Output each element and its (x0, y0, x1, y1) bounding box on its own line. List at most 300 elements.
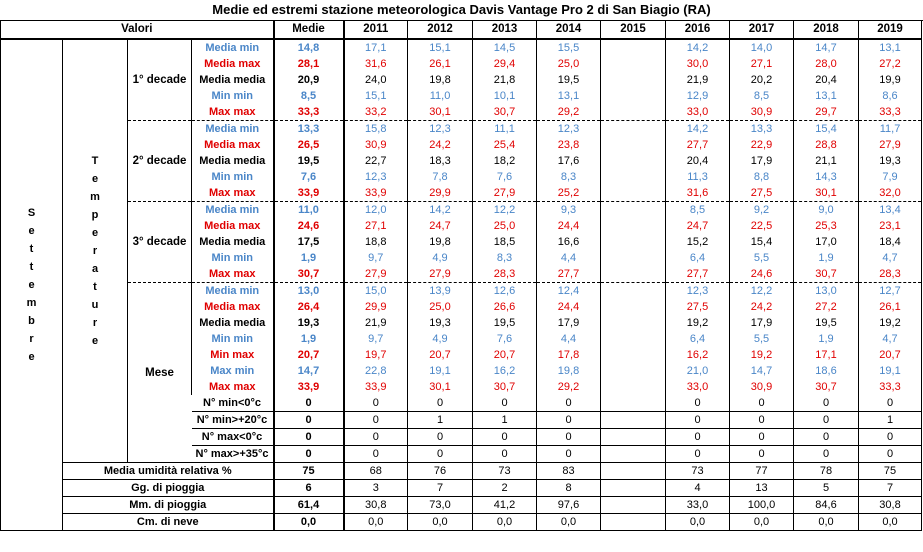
footer-value (601, 463, 666, 480)
year-value: 0 (537, 412, 601, 429)
year-value: 27,7 (537, 266, 601, 283)
year-value: 30,7 (794, 379, 859, 395)
year-value: 29,2 (537, 379, 601, 395)
year-value: 10,1 (473, 88, 537, 104)
row-label: Min min (192, 169, 274, 185)
year-value: 19,7 (344, 347, 408, 363)
year-value: 26,1 (859, 299, 922, 315)
year-value: 12,3 (537, 121, 601, 138)
year-value: 28,3 (473, 266, 537, 283)
year-value: 24,2 (730, 299, 794, 315)
vertical-letter: e (91, 173, 99, 185)
year-value (601, 299, 666, 315)
year-value: 26,1 (408, 56, 473, 72)
footer-value: 0,0 (730, 514, 794, 531)
year-value: 0 (794, 412, 859, 429)
year-value (601, 379, 666, 395)
medie-value: 19,3 (274, 315, 344, 331)
footer-label: Cm. di neve (63, 514, 274, 531)
year-value: 28,0 (794, 56, 859, 72)
footer-value: 73,0 (408, 497, 473, 514)
year-value: 8,8 (730, 169, 794, 185)
year-value: 30,7 (473, 379, 537, 395)
year-value: 19,1 (408, 363, 473, 379)
row-label: Media max (192, 299, 274, 315)
footer-value: 0,0 (537, 514, 601, 531)
table-row (1, 283, 922, 300)
year-value: 25,3 (794, 218, 859, 234)
year-value: 4,9 (408, 250, 473, 266)
year-value: 5,5 (730, 331, 794, 347)
footer-value: 100,0 (730, 497, 794, 514)
year-value (601, 137, 666, 153)
year-value: 33,9 (344, 379, 408, 395)
footer-value: 0,0 (666, 514, 730, 531)
year-value: 16,2 (473, 363, 537, 379)
medie-value: 30,7 (274, 266, 344, 283)
year-value: 7,9 (859, 169, 922, 185)
temperature-vertical-label (63, 39, 128, 463)
medie-value: 13,3 (274, 121, 344, 138)
header-year: 2014 (537, 20, 601, 39)
year-value: 6,4 (666, 250, 730, 266)
year-value: 33,0 (666, 379, 730, 395)
year-value: 4,7 (859, 331, 922, 347)
year-value: 5,5 (730, 250, 794, 266)
year-value: 28,3 (859, 266, 922, 283)
year-value: 15,4 (730, 234, 794, 250)
group-label: 3° decade (128, 202, 192, 283)
year-value: 30,1 (408, 104, 473, 121)
row-label: Max min (192, 363, 274, 379)
year-value: 14,7 (730, 363, 794, 379)
year-value (601, 429, 666, 446)
year-value: 27,1 (344, 218, 408, 234)
year-value: 0 (666, 446, 730, 463)
year-value (601, 363, 666, 379)
year-value: 0 (859, 429, 922, 446)
year-value (601, 72, 666, 88)
year-value: 7,6 (473, 331, 537, 347)
year-value: 19,8 (408, 234, 473, 250)
year-value: 17,8 (537, 347, 601, 363)
medie-value: 0 (274, 395, 344, 412)
row-label: Media media (192, 72, 274, 88)
medie-value: 19,5 (274, 153, 344, 169)
footer-value: 68 (344, 463, 408, 480)
year-value: 18,6 (794, 363, 859, 379)
row-label: Max max (192, 104, 274, 121)
year-value: 12,2 (473, 202, 537, 219)
year-value: 21,0 (666, 363, 730, 379)
year-value: 13,1 (537, 88, 601, 104)
year-value: 25,0 (537, 56, 601, 72)
year-value: 18,8 (344, 234, 408, 250)
year-value: 0 (537, 395, 601, 412)
footer-value: 33,0 (666, 497, 730, 514)
year-value: 33,2 (344, 104, 408, 121)
vertical-letter: e (91, 335, 99, 347)
row-label: Media min (192, 121, 274, 138)
year-value: 24,6 (730, 266, 794, 283)
row-label: Max max (192, 379, 274, 395)
vertical-letter: m (26, 297, 37, 309)
year-value: 0 (473, 429, 537, 446)
year-value (601, 56, 666, 72)
year-value: 17,9 (730, 315, 794, 331)
year-value: 9,7 (344, 331, 408, 347)
footer-value: 84,6 (794, 497, 859, 514)
year-value: 33,0 (666, 104, 730, 121)
medie-value: 33,3 (274, 104, 344, 121)
year-value: 15,5 (537, 39, 601, 56)
footer-value: 0,0 (344, 514, 408, 531)
row-label: Min min (192, 88, 274, 104)
vertical-letter: e (28, 351, 35, 363)
year-value: 27,2 (794, 299, 859, 315)
year-value: 30,1 (794, 185, 859, 202)
footer-value: 30,8 (344, 497, 408, 514)
sheet-title: Medie ed estremi stazione meteorologica Davis Vantage Pro 2 di San Biagio (RA) (0, 0, 923, 21)
header-year: 2012 (408, 20, 473, 39)
footer-value: 73 (473, 463, 537, 480)
year-value: 19,1 (859, 363, 922, 379)
year-value: 30,7 (794, 266, 859, 283)
year-value: 12,3 (408, 121, 473, 138)
vertical-letter: T (91, 155, 99, 167)
year-value: 21,9 (344, 315, 408, 331)
year-value: 0 (730, 412, 794, 429)
year-value: 9,2 (730, 202, 794, 219)
year-value: 13,1 (859, 39, 922, 56)
medie-value: 0 (274, 412, 344, 429)
year-value: 21,1 (794, 153, 859, 169)
year-value: 27,1 (730, 56, 794, 72)
footer-value: 4 (666, 480, 730, 497)
vertical-letter: e (91, 227, 99, 239)
year-value (601, 169, 666, 185)
year-value: 19,3 (859, 153, 922, 169)
year-value (601, 39, 666, 56)
data-table (0, 20, 922, 531)
year-value: 0 (537, 446, 601, 463)
year-value: 0 (408, 429, 473, 446)
row-label: Max max (192, 266, 274, 283)
vertical-letter: r (92, 317, 98, 329)
year-value: 0 (730, 429, 794, 446)
medie-value: 0 (274, 429, 344, 446)
table-row (1, 39, 922, 56)
row-label: Media max (192, 137, 274, 153)
year-value (601, 218, 666, 234)
medie-value: 33,9 (274, 185, 344, 202)
year-value: 8,3 (473, 250, 537, 266)
year-value: 27,5 (730, 185, 794, 202)
year-value: 1 (408, 412, 473, 429)
year-value: 19,2 (859, 315, 922, 331)
year-value: 0 (794, 446, 859, 463)
row-label: Media min (192, 202, 274, 219)
year-value (601, 202, 666, 219)
year-value: 0 (666, 412, 730, 429)
year-value: 16,2 (666, 347, 730, 363)
year-value: 27,9 (859, 137, 922, 153)
header-year: 2016 (666, 20, 730, 39)
row-label: N° min<0°c (192, 395, 274, 412)
year-value: 15,2 (666, 234, 730, 250)
vertical-letter: u (91, 299, 99, 311)
year-value: 14,2 (666, 121, 730, 138)
header-year: 2015 (601, 20, 666, 39)
year-value: 24,2 (408, 137, 473, 153)
footer-value (601, 514, 666, 531)
year-value: 0 (408, 395, 473, 412)
year-value: 23,8 (537, 137, 601, 153)
year-value: 21,8 (473, 72, 537, 88)
footer-label: Media umidità relativa % (63, 463, 274, 480)
year-value: 8,5 (730, 88, 794, 104)
year-value: 13,3 (730, 121, 794, 138)
year-value: 0 (537, 429, 601, 446)
row-label: Media min (192, 39, 274, 56)
year-value: 15,1 (344, 88, 408, 104)
year-value: 0 (730, 446, 794, 463)
footer-value: 7 (859, 480, 922, 497)
medie-value: 20,7 (274, 347, 344, 363)
row-label: Media max (192, 218, 274, 234)
medie-value: 26,4 (274, 299, 344, 315)
year-value: 24,0 (344, 72, 408, 88)
year-value: 13,9 (408, 283, 473, 300)
year-value: 30,1 (408, 379, 473, 395)
year-value (601, 283, 666, 300)
vertical-letter: t (93, 281, 97, 293)
year-value (601, 185, 666, 202)
year-value: 15,4 (794, 121, 859, 138)
year-value: 25,0 (473, 218, 537, 234)
year-value: 0 (859, 395, 922, 412)
footer-value: 75 (859, 463, 922, 480)
year-value: 0 (859, 446, 922, 463)
footer-medie: 61,4 (274, 497, 344, 514)
year-value: 15,1 (408, 39, 473, 56)
medie-value: 8,5 (274, 88, 344, 104)
year-value: 29,9 (344, 299, 408, 315)
row-label: Media media (192, 234, 274, 250)
footer-value: 73 (666, 463, 730, 480)
year-value: 17,6 (537, 153, 601, 169)
year-value: 0 (794, 395, 859, 412)
footer-value (601, 497, 666, 514)
year-value: 1,9 (794, 331, 859, 347)
year-value: 18,5 (473, 234, 537, 250)
year-value: 12,6 (473, 283, 537, 300)
row-label: Max max (192, 185, 274, 202)
vertical-letter: t (29, 261, 34, 273)
vertical-letter: t (29, 243, 34, 255)
year-value: 24,7 (408, 218, 473, 234)
vertical-letter: e (28, 225, 35, 237)
footer-medie: 75 (274, 463, 344, 480)
year-value: 25,4 (473, 137, 537, 153)
header-valori: Valori (1, 20, 274, 39)
footer-value: 5 (794, 480, 859, 497)
year-value: 11,7 (859, 121, 922, 138)
table-row (1, 480, 922, 497)
year-value: 18,4 (859, 234, 922, 250)
year-value: 14,5 (473, 39, 537, 56)
year-value: 19,9 (859, 72, 922, 88)
year-value: 22,7 (344, 153, 408, 169)
year-value (601, 395, 666, 412)
year-value: 20,4 (794, 72, 859, 88)
vertical-letter: r (29, 333, 34, 345)
year-value: 22,5 (730, 218, 794, 234)
row-label: Media max (192, 56, 274, 72)
medie-value: 7,6 (274, 169, 344, 185)
header-year: 2019 (859, 20, 922, 39)
year-value: 0 (344, 429, 408, 446)
medie-value: 0 (274, 446, 344, 463)
medie-value: 20,9 (274, 72, 344, 88)
year-value: 22,8 (344, 363, 408, 379)
vertical-letter: e (28, 279, 35, 291)
footer-value: 2 (473, 480, 537, 497)
year-value: 27,5 (666, 299, 730, 315)
vertical-letter: r (92, 245, 98, 257)
medie-value: 28,1 (274, 56, 344, 72)
year-value: 12,7 (859, 283, 922, 300)
year-value: 16,6 (537, 234, 601, 250)
header-medie: Medie (274, 20, 344, 39)
year-value: 18,3 (408, 153, 473, 169)
year-value: 9,3 (537, 202, 601, 219)
header-year: 2018 (794, 20, 859, 39)
footer-medie: 6 (274, 480, 344, 497)
year-value: 33,9 (344, 185, 408, 202)
medie-value: 24,6 (274, 218, 344, 234)
year-value: 0 (344, 395, 408, 412)
year-value (601, 315, 666, 331)
year-value: 29,4 (473, 56, 537, 72)
year-value: 27,2 (859, 56, 922, 72)
year-value: 8,6 (859, 88, 922, 104)
year-value: 0 (344, 446, 408, 463)
year-value: 28,8 (794, 137, 859, 153)
year-value: 13,4 (859, 202, 922, 219)
medie-value: 26,5 (274, 137, 344, 153)
year-value: 9,7 (344, 250, 408, 266)
table-row (1, 202, 922, 219)
year-value: 14,7 (794, 39, 859, 56)
year-value: 12,3 (344, 169, 408, 185)
year-value (601, 446, 666, 463)
year-value: 7,8 (408, 169, 473, 185)
year-value: 25,2 (537, 185, 601, 202)
year-value: 20,7 (473, 347, 537, 363)
year-value: 4,4 (537, 331, 601, 347)
year-value: 14,2 (666, 39, 730, 56)
year-value: 17,9 (537, 315, 601, 331)
year-value: 19,5 (537, 72, 601, 88)
medie-value: 14,8 (274, 39, 344, 56)
year-value: 0 (408, 446, 473, 463)
year-value: 8,3 (537, 169, 601, 185)
year-value: 14,0 (730, 39, 794, 56)
row-label: Min min (192, 250, 274, 266)
medie-value: 11,0 (274, 202, 344, 219)
year-value: 30,7 (473, 104, 537, 121)
year-value: 14,3 (794, 169, 859, 185)
year-value: 13,0 (794, 283, 859, 300)
year-value: 17,1 (344, 39, 408, 56)
row-label: Media min (192, 283, 274, 300)
year-value: 12,2 (730, 283, 794, 300)
vertical-letter: b (28, 315, 35, 327)
year-value: 24,4 (537, 218, 601, 234)
year-value: 13,1 (794, 88, 859, 104)
year-value: 15,8 (344, 121, 408, 138)
year-value: 17,9 (730, 153, 794, 169)
medie-value: 14,7 (274, 363, 344, 379)
footer-label: Mm. di pioggia (63, 497, 274, 514)
year-value: 27,9 (473, 185, 537, 202)
year-value (601, 347, 666, 363)
year-value: 19,3 (408, 315, 473, 331)
table-row (1, 121, 922, 138)
year-value: 30,9 (730, 379, 794, 395)
footer-value: 0,0 (473, 514, 537, 531)
year-value: 1 (859, 412, 922, 429)
footer-value: 13 (730, 480, 794, 497)
year-value (601, 88, 666, 104)
year-value: 20,7 (859, 347, 922, 363)
footer-value: 8 (537, 480, 601, 497)
year-value: 25,0 (408, 299, 473, 315)
footer-value: 7 (408, 480, 473, 497)
year-value: 6,4 (666, 331, 730, 347)
footer-value: 78 (794, 463, 859, 480)
medie-value: 13,0 (274, 283, 344, 300)
year-value: 20,7 (408, 347, 473, 363)
group-label: 1° decade (128, 39, 192, 121)
year-value: 19,5 (473, 315, 537, 331)
footer-value: 83 (537, 463, 601, 480)
row-label: N° min>+20°c (192, 412, 274, 429)
month-vertical-label (1, 39, 63, 531)
header-year: 2013 (473, 20, 537, 39)
year-value: 26,6 (473, 299, 537, 315)
year-value (601, 331, 666, 347)
year-value: 24,7 (666, 218, 730, 234)
year-value: 17,0 (794, 234, 859, 250)
year-value (601, 153, 666, 169)
year-value: 8,5 (666, 202, 730, 219)
table-row (1, 514, 922, 531)
year-value: 19,8 (408, 72, 473, 88)
year-value: 1,9 (794, 250, 859, 266)
row-label: Min max (192, 347, 274, 363)
year-value: 32,0 (859, 185, 922, 202)
year-value: 4,7 (859, 250, 922, 266)
table-row (1, 497, 922, 514)
footer-value: 76 (408, 463, 473, 480)
row-label: Min min (192, 331, 274, 347)
year-value: 7,6 (473, 169, 537, 185)
year-value: 20,2 (730, 72, 794, 88)
year-value: 27,7 (666, 266, 730, 283)
header-year: 2011 (344, 20, 408, 39)
